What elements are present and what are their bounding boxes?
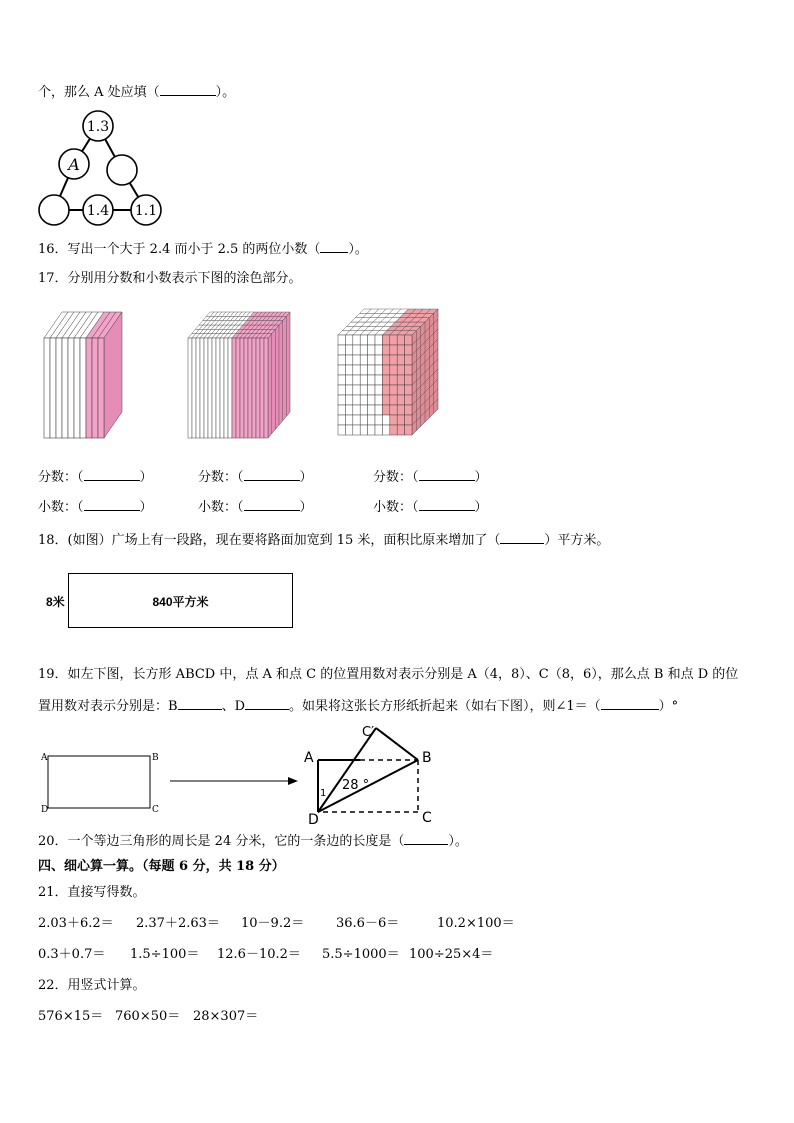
q21-r1-c1: 2.03＋6.2＝ xyxy=(38,916,114,931)
q18-road-rectangle xyxy=(68,573,293,628)
q19-text-line1: 19．如左下图，长方形 ABCD 中，点 A 和点 C 的位置用数对表示分别是 A（4，8）、C（8，6），那么点 B 和点 D 的位 xyxy=(38,667,739,682)
svg-text:D: D xyxy=(308,812,319,828)
q15-text: 个，那么 A 处应填（ ）。 xyxy=(38,85,236,100)
q17-decimal-2: 小数：（ ） xyxy=(198,500,313,515)
q17-figure-strips-10 xyxy=(42,308,152,440)
q21-r2-c5: 100÷25×4＝ xyxy=(409,947,494,962)
q21-r2-c3: 12.6－10.2＝ xyxy=(217,947,301,962)
q17-figure-strips-20 xyxy=(186,308,298,440)
node-empty-right xyxy=(107,155,137,185)
svg-text:D: D xyxy=(41,805,49,815)
q21-r2-c1: 0.3＋0.7＝ xyxy=(38,947,106,962)
q17-fraction-3: 分数：（ ） xyxy=(373,470,488,485)
svg-text:A: A xyxy=(304,750,314,766)
q17-fraction-blank-1[interactable] xyxy=(84,468,140,481)
q19-b-blank[interactable] xyxy=(178,697,222,710)
q17-fraction-blank-2[interactable] xyxy=(244,468,300,481)
q17-decimal-blank-2[interactable] xyxy=(244,498,300,511)
svg-text:A: A xyxy=(68,155,80,174)
q22-item-3: 28×307＝ xyxy=(193,1009,259,1024)
q20-text: 20．一个等边三角形的周长是 24 分米，它的一条边的长度是（ ）。 xyxy=(38,834,468,849)
q21-title: 21．直接写得数。 xyxy=(38,885,146,900)
svg-text:B: B xyxy=(422,750,432,766)
q16-answer-blank[interactable] xyxy=(320,240,348,253)
q17-decimal-3: 小数：（ ） xyxy=(373,500,488,515)
q22-title: 22．用竖式计算。 xyxy=(38,978,146,993)
q18-area-label: 840平方米 xyxy=(152,595,209,609)
svg-text:28 °: 28 ° xyxy=(342,778,370,793)
q21-r1-c5: 10.2×100＝ xyxy=(437,916,515,931)
q21-r2-c4: 5.5÷1000＝ xyxy=(322,947,400,962)
q17-fraction-2: 分数：（ ） xyxy=(198,470,313,485)
q18-text: 18．(如图）广场上有一段路，现在要将路面加宽到 15 米，面积比原来增加了（ ）平方米。 xyxy=(38,533,610,548)
q17-decimal-blank-3[interactable] xyxy=(419,498,475,511)
q16-text: 16．写出一个大于 2.4 而小于 2.5 的两位小数（ ）。 xyxy=(38,242,368,257)
q17-fraction-blank-3[interactable] xyxy=(419,468,475,481)
arrow-right-icon xyxy=(170,774,300,788)
q21-r2-c2: 1.5÷100＝ xyxy=(130,947,200,962)
q17-decimal-1: 小数：（ ） xyxy=(38,500,153,515)
q18-answer-blank[interactable] xyxy=(500,531,544,544)
svg-text:A: A xyxy=(41,753,48,763)
svg-text:1.4: 1.4 xyxy=(86,203,110,219)
svg-text:C′: C′ xyxy=(362,725,375,740)
q21-r1-c2: 2.37＋2.63＝ xyxy=(136,916,220,931)
svg-text:1: 1 xyxy=(320,788,327,799)
q17-decimal-blank-1[interactable] xyxy=(84,498,140,511)
q15-triangle-diagram xyxy=(36,110,166,230)
q19-d-blank[interactable] xyxy=(245,697,289,710)
q19-folded-figure xyxy=(300,720,440,826)
q21-r1-c4: 36.6－6＝ xyxy=(336,916,400,931)
section-4-title: 四、细心算一算。（每题 6 分，共 18 分） xyxy=(38,859,285,874)
q15-answer-blank[interactable] xyxy=(160,83,216,96)
q19-angle-blank[interactable] xyxy=(601,697,659,710)
q20-answer-blank[interactable] xyxy=(404,832,448,845)
q22-item-2: 760×50＝ xyxy=(115,1009,181,1024)
q21-r1-c3: 10－9.2＝ xyxy=(241,916,305,931)
q17-text: 17．分别用分数和小数表示下图的涂色部分。 xyxy=(38,271,302,286)
svg-text:C: C xyxy=(152,805,159,815)
q19-left-rectangle xyxy=(38,750,168,816)
node-empty-left xyxy=(39,195,69,225)
svg-text:B: B xyxy=(152,753,159,763)
svg-text:1.1: 1.1 xyxy=(134,203,158,219)
svg-text:1.3: 1.3 xyxy=(86,119,110,135)
q18-road-width-label: 8米 xyxy=(46,595,65,609)
q17-figure-grid-cube xyxy=(336,305,440,441)
svg-text:C: C xyxy=(422,810,432,826)
q22-item-1: 576×15＝ xyxy=(38,1009,104,1024)
q17-fraction-1: 分数：（ ） xyxy=(38,470,153,485)
q19-text-line2: 置用数对表示分别是：B 、D 。如果将这张长方形纸折起来（如右下图），则∠1＝（ ）° xyxy=(38,699,679,714)
